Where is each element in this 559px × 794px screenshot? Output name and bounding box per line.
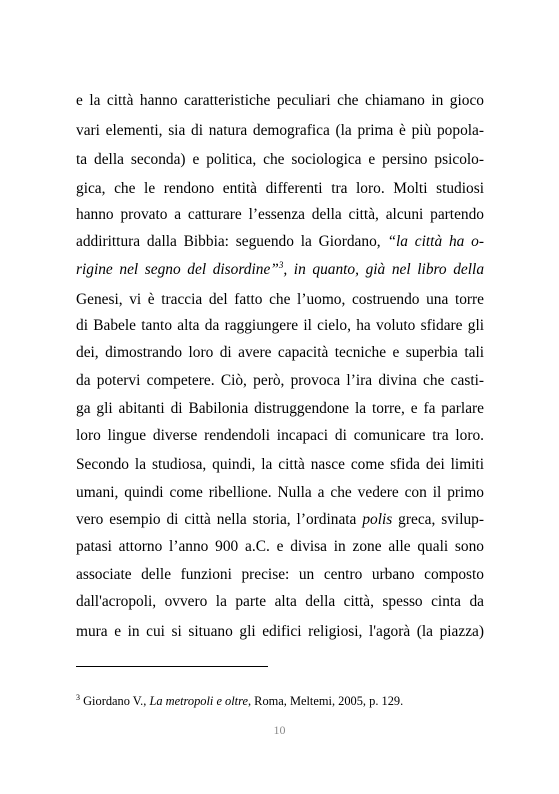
text-line-7 [76, 258, 484, 282]
text-line-3: ta della seconda) e politica, che sociologica e persino psicolo- [76, 151, 484, 168]
text-line-5: hanno provato a catturare l’essenza della città, alcuni partendo [76, 206, 484, 223]
text-line-20: mura e in cui si situano gli edifici religiosi, l'agorà (la piazza) [76, 623, 484, 640]
text-line-4: gica, che le rendono entità differenti tra loro. Molti studiosi [76, 180, 484, 197]
text-line-18: associate delle funzioni precise: un centro urbano composto [76, 566, 484, 583]
footnote-number: 3 [76, 692, 80, 702]
footnote-separator [76, 666, 268, 667]
footnote-author: Giordano V., [83, 694, 150, 708]
text-line-10: dei, dimostrando loro di avere capacità tecniche e superbia tali [76, 344, 484, 361]
text-line-1: e la città hanno caratteristiche peculiari che chiamano in gioco [76, 92, 484, 109]
text-line-14: Secondo la studiosa, quindi, la città nasce come sfida dei limiti [76, 456, 484, 473]
text-line-17: patasi attorno l’anno 900 a.C. e divisa in zone alle quali sono [76, 538, 484, 555]
text-line-9: di Babele tanto alta da raggiungere il cielo, ha voluto sfidare gli [76, 317, 484, 334]
page-number: 10 [273, 723, 286, 737]
text-line-2: vari elementi, sia di natura demografica (la prima è più popola- [76, 122, 484, 139]
text-line-11: da potervi competere. Ciò, però, provoca l’ira divina che casti- [76, 372, 484, 389]
text-line-15: umani, quindi come ribellione. Nulla a che vedere con il primo [76, 484, 484, 501]
text-line-19: dall'acropoli, ovvero la parte alta della città, spesso cinta da [76, 593, 484, 610]
footnote-reference: 3 [278, 259, 284, 270]
text-line-16-text: vero esempio di città nella storia, l’ordinata [76, 511, 357, 528]
text-line-6 [76, 230, 484, 254]
polis-after: greca, svilup- [392, 511, 484, 528]
quote-part-1: “la città ha o- [387, 233, 484, 250]
footnote-title: La metropoli e oltre [149, 694, 248, 708]
quote-after: , in quanto, già nel libro della [283, 261, 485, 278]
footnote [76, 692, 403, 710]
quote-part-2: rigine nel segno del disordine” [76, 261, 279, 278]
text-line-16 [76, 508, 484, 532]
text-line-13: loro lingue diverse rendendoli incapaci di comunicare tra loro. [76, 427, 484, 444]
text-line-8: Genesi, vi è traccia del fatto che l’uomo, costruendo una torre [76, 291, 484, 308]
text-line-12: ga gli abitanti di Babilonia distruggendone la torre, e fa parlare [76, 400, 484, 417]
polis-word: polis [362, 511, 393, 528]
text-line-6-text: addirittura dalla Bibbia: seguendo la Giordano, [76, 233, 381, 250]
footnote-rest: , Roma, Meltemi, 2005, p. 129. [247, 694, 404, 708]
